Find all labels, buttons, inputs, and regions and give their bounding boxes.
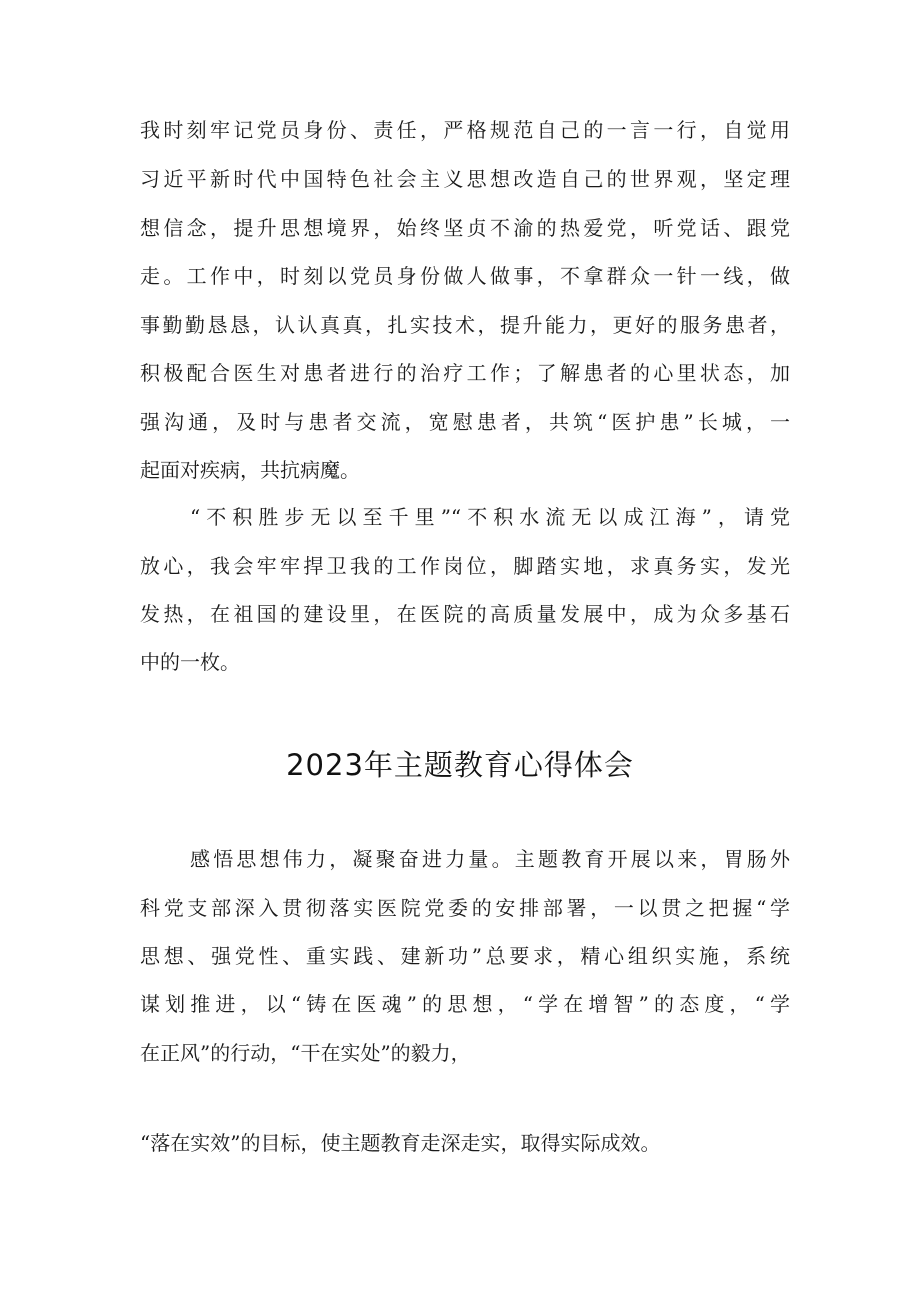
section-title: 2023年主题教育心得体会 (286, 748, 634, 782)
text-line: 我时刻牢记党员身份、责任，严格规范自己的一言一行，自觉用 (140, 118, 790, 142)
text-line: “不积胜步无以至千里”“不积水流无以成江海”，请党 (190, 505, 790, 529)
text-line: 感悟思想伟力，凝聚奋进力量。主题教育开展以来，胃肠外 (190, 847, 790, 871)
text-line: 习近平新时代中国特色社会主义思想改造自己的世界观，坚定理 (140, 167, 790, 191)
text-line: 科党支部深入贯彻落实医院党委的安排部署，一以贯之把握“学 (140, 896, 790, 920)
text-line: 起面对疾病，共抗病魔。 (140, 458, 360, 482)
text-line: “落在实效”的目标，使主题教育走深走实，取得实际成效。 (140, 1131, 661, 1155)
text-line: 思想、强党性、重实践、建新功”总要求，精心组织实施，系统 (140, 944, 790, 968)
text-line: 事勤勤恳恳，认认真真，扎实技术，提升能力，更好的服务患者， (140, 313, 790, 337)
text-line: 中的一枚。 (140, 650, 240, 674)
text-line: 谋划推进，以“铸在医魂”的思想，“学在增智”的态度，“学 (140, 992, 790, 1016)
text-line: 走。工作中，时刻以党员身份做人做事，不拿群众一针一线，做 (140, 264, 790, 288)
text-line: 强沟通，及时与患者交流，宽慰患者，共筑“医护患”长城，一 (140, 410, 790, 434)
text-line: 放心，我会牢牢捍卫我的工作岗位，脚踏实地，求真务实，发光 (140, 554, 790, 578)
text-line: 想信念，提升思想境界，始终坚贞不渝的热爱党，听党话、跟党 (140, 216, 790, 240)
text-line: 积极配合医生对患者进行的治疗工作；了解患者的心里状态，加 (140, 361, 790, 385)
text-line: 在正风”的行动，“干在实处”的毅力， (140, 1041, 471, 1065)
text-line: 发热，在祖国的建设里，在医院的高质量发展中，成为众多基石 (140, 602, 790, 626)
